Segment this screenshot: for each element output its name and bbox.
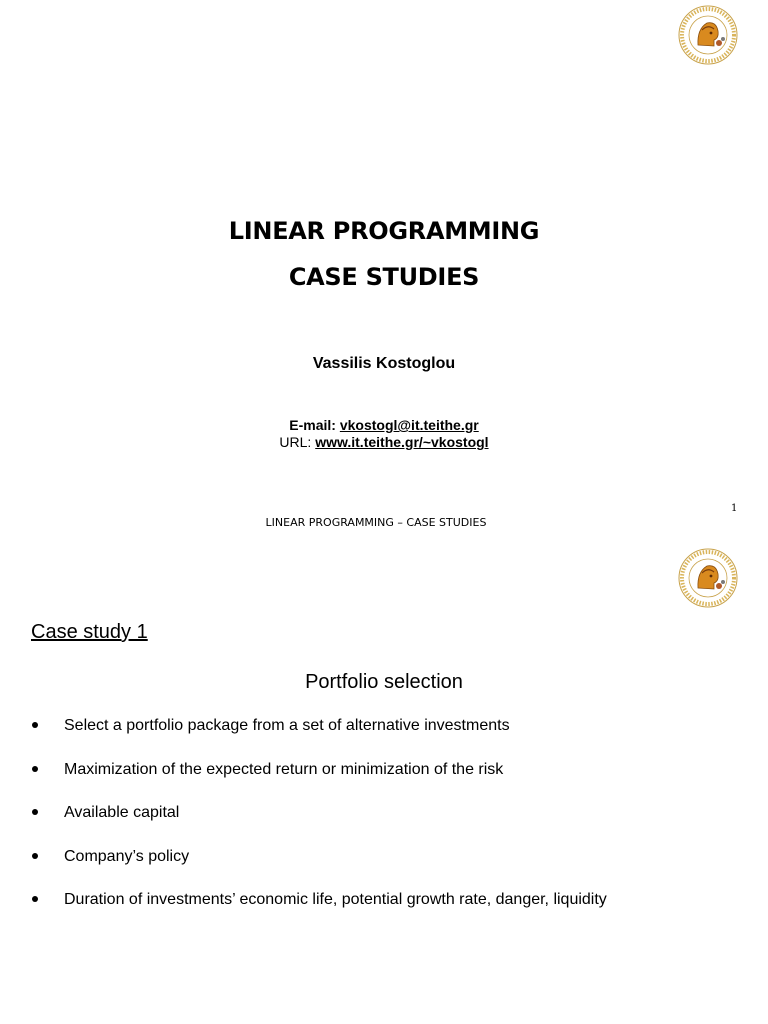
list-item (0, 761, 768, 805)
case-study-slide (0, 540, 768, 1024)
bullet-icon (32, 809, 38, 815)
url-link[interactable]: www.it.teithe.gr/~vkostogl (315, 434, 489, 450)
bullet-icon (32, 853, 38, 859)
bullet-icon (32, 722, 38, 728)
url-label: URL: (279, 434, 316, 450)
bullet-icon (32, 766, 38, 772)
list-item (0, 804, 768, 848)
list-item (0, 891, 768, 935)
bullet-text: Company’s policy (64, 847, 190, 865)
university-seal-icon (678, 548, 738, 608)
email-row (0, 417, 768, 433)
bullet-text: Select a portfolio package from a set of alternative investments (64, 717, 510, 734)
url-row (0, 434, 768, 450)
page-number: 1 (731, 503, 738, 514)
list-item (0, 848, 768, 892)
bullet-list (0, 717, 768, 935)
university-seal-icon (678, 5, 738, 65)
presentation-title: LINEAR PROGRAMMING (228, 217, 540, 245)
author-name: Vassilis Kostoglou (312, 355, 456, 372)
bullet-icon (32, 896, 38, 902)
case-study-subheading: Portfolio selection (305, 671, 463, 693)
slide-footer: LINEAR PROGRAMMING – CASE STUDIES (265, 516, 487, 529)
bullet-text: Duration of investments’ economic life, potential growth rate, danger, liquidity (64, 891, 607, 908)
bullet-text: Available capital (64, 804, 180, 821)
bullet-text: Maximization of the expected return or minimization of the risk (64, 760, 504, 778)
list-item (0, 717, 768, 761)
email-label: E-mail: (289, 417, 340, 433)
presentation-subtitle: CASE STUDIES (288, 263, 480, 291)
email-link[interactable]: vkostogl@it.teithe.gr (339, 417, 479, 433)
case-study-heading: Case study 1 (31, 621, 148, 643)
